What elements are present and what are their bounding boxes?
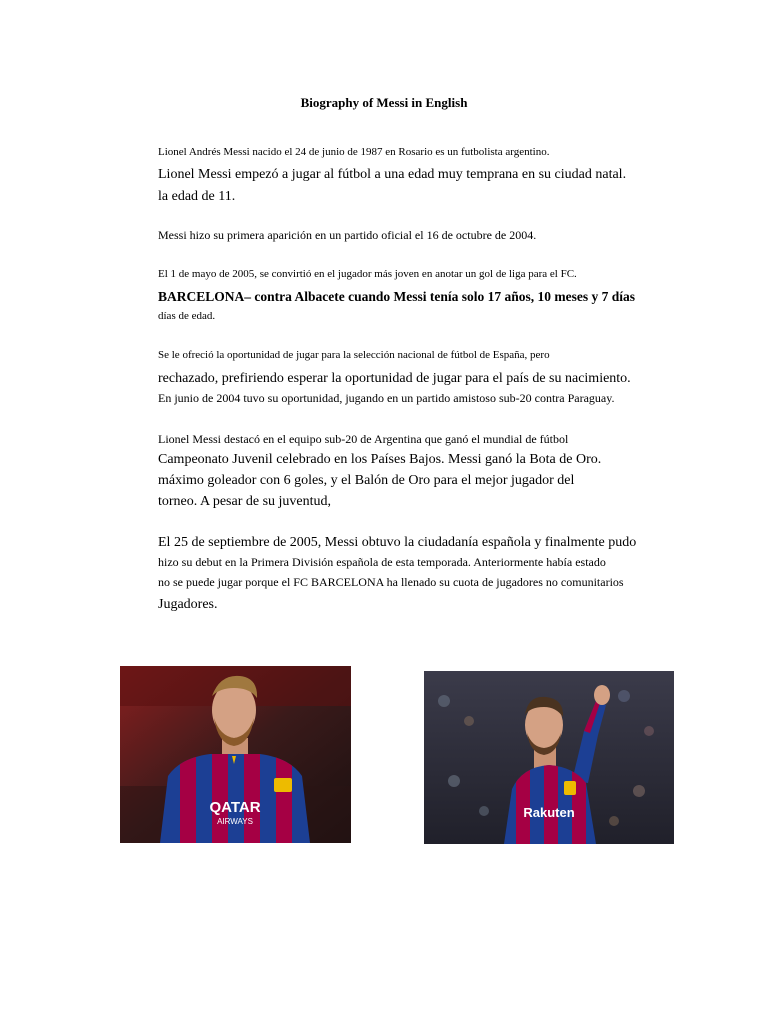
- text-line-13: máximo goleador con 6 goles, y el Balón de Oro para el mejor jugador del: [158, 473, 575, 488]
- text-line-6: BARCELONA– contra Albacete cuando Messi tenía solo 17 años, 10 meses y 7 días: [158, 289, 636, 304]
- shirt-sponsor-text: Rakuten: [523, 805, 575, 820]
- text-line-1: Lionel Andrés Messi nacido el 24 de junio de 1987 en Rosario es un futbolista argentino.: [158, 146, 550, 158]
- text-line-17: no se puede jugar porque el FC BARCELONA ha llenado su cuota de jugadores no comunitarios: [158, 575, 624, 589]
- text-line-4: Messi hizo su primera aparición en un partido oficial el 16 de octubre de 2004.: [158, 228, 537, 242]
- text-line-12: Campeonato Juvenil celebrado en los Países Bajos. Messi ganó la Bota de Oro.: [158, 452, 602, 467]
- text-line-9: rechazado, prefiriendo esperar la oportunidad de jugar para el país de su nacimiento.: [158, 371, 631, 386]
- text-line-5: El 1 de mayo de 2005, se convirtió en el jugador más joven en anotar un gol de liga para el FC.: [158, 268, 577, 280]
- text-line-16: hizo su debut en la Primera División española de esta temporada. Anteriormente había estado: [158, 555, 606, 569]
- text-line-2: Lionel Messi empezó a jugar al fútbol a una edad muy temprana en su ciudad natal.: [158, 167, 627, 182]
- text-line-3: la edad de 11.: [158, 189, 236, 204]
- text-line-15: El 25 de septiembre de 2005, Messi obtuvo la ciudadanía española y finalmente pudo: [158, 535, 637, 550]
- text-line-14: torneo. A pesar de su juventud,: [158, 494, 332, 509]
- text-line-10: En junio de 2004 tuvo su oportunidad, jugando en un partido amistoso sub-20 contra Paraguay.: [158, 391, 615, 405]
- shirt-sponsor-text: QATAR: [209, 799, 261, 816]
- text-line-11: Lionel Messi destacó en el equipo sub-20 de Argentina que ganó el mundial de fútbol: [158, 432, 569, 446]
- shirt-sponsor-subtext: AIRWAYS: [217, 817, 253, 826]
- text-line-8: Se le ofreció la oportunidad de jugar para la selección nacional de fútbol de España, pero: [158, 349, 550, 361]
- document-title: Biography of Messi in English: [300, 95, 468, 110]
- messi-photo-left: [120, 666, 351, 843]
- messi-photo-right: [424, 671, 674, 844]
- text-line-18: Jugadores.: [158, 597, 218, 612]
- text-line-7: días de edad.: [158, 310, 216, 322]
